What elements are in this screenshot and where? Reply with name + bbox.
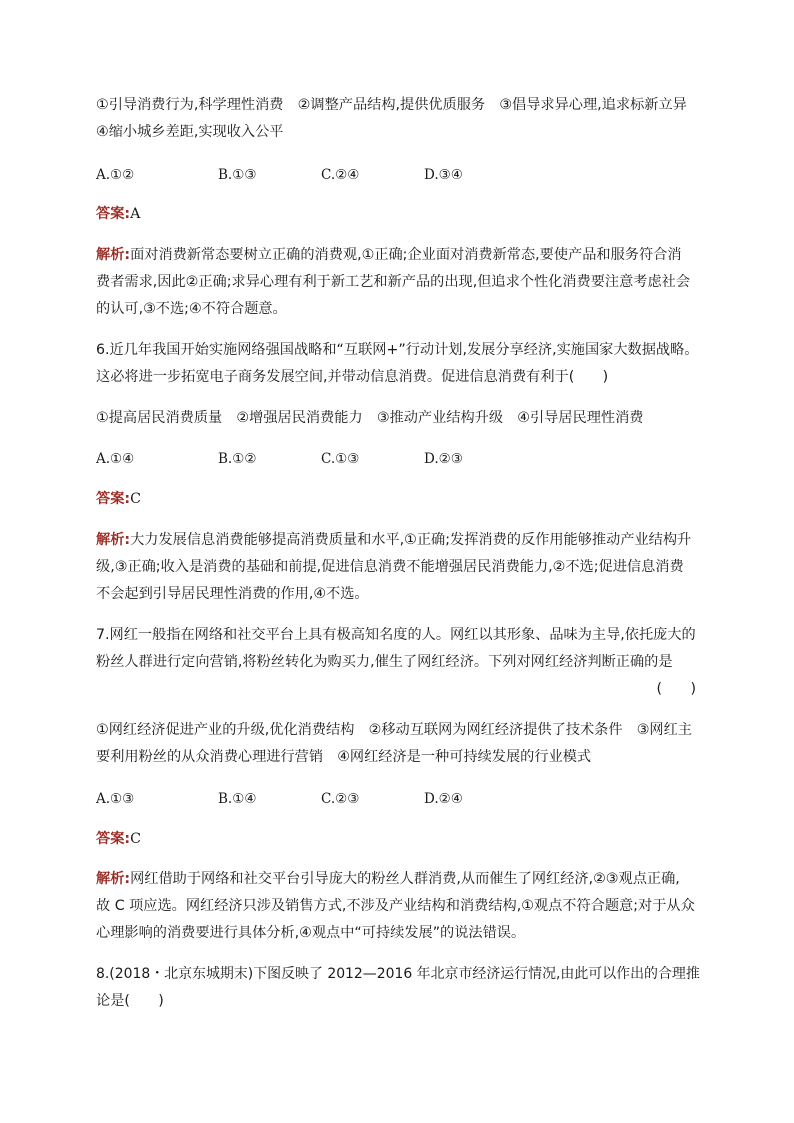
q5-statements-line-1: ①引导消费行为,科学理性消费 ②调整产品结构,提供优质服务 ③倡导求异心理,追求标新立异	[96, 97, 687, 113]
q7-option-d: D.②④	[424, 791, 463, 807]
q6-answer-value: C	[130, 491, 141, 507]
q6-analysis-line-3: 不会起到引导居民理性消费的作用,④不选。	[96, 586, 369, 602]
q5-statements-line-2: ④缩小城乡差距,实现收入公平	[96, 124, 284, 140]
q7-option-a: A.①③	[96, 791, 135, 807]
q7-stem-line-1: 7.网红一般指在网络和社交平台上具有极高知名度的人。网红以其形象、品味为主导,依托庞大的	[96, 627, 696, 643]
q5-option-b: B.①③	[218, 167, 257, 183]
q7-statements-line-2: 要利用粉丝的从众消费心理进行营销 ④网红经济是一种可持续发展的行业模式	[96, 749, 592, 765]
q7-statements-line-1: ①网红经济促进产业的升级,优化消费结构 ②移动互联网为网红经济提供了技术条件 ③网红主	[96, 722, 692, 738]
q5-analysis-line-3: 的认可,③不选;④不符合题意。	[96, 301, 287, 317]
q7-answer-label: 答案:	[96, 831, 131, 847]
q5-analysis-text-1: 面对消费新常态要树立正确的消费观,①正确;企业面对消费新常态,要使产品和服务符合消	[130, 247, 682, 263]
q7-option-b: B.①④	[218, 791, 257, 807]
q6-answer	[96, 489, 141, 509]
q6-analysis-line-1	[96, 530, 691, 550]
q6-stem-line-1: 6.近几年我国开始实施网络强国战略和“互联网+”行动计划,发展分享经济,实施国家大数据战略。	[96, 342, 699, 358]
q5-answer-value: A	[130, 206, 141, 222]
q8-stem-line-2: 论是( )	[96, 993, 164, 1009]
q5-option-a: A.①②	[96, 167, 135, 183]
q7-analysis-line-1	[96, 869, 680, 889]
q7-answer-value: C	[130, 831, 141, 847]
q6-analysis-text-1: 大力发展信息消费能够提高消费质量和水平,①正确;发挥消费的反作用能够推动产业结构升	[130, 532, 692, 548]
q7-analysis-line-3: 心理影响的消费要进行具体分析,④观点中“可持续发展”的说法错误。	[96, 925, 526, 941]
q6-option-c: C.①③	[321, 451, 360, 467]
q5-answer	[96, 204, 140, 224]
q7-analysis-label: 解析:	[96, 871, 131, 887]
q6-stem-line-2: 这必将进一步拓宽电子商务发展空间,并带动信息消费。促进信息消费有利于( )	[96, 369, 609, 385]
q6-analysis-label: 解析:	[96, 532, 131, 548]
q6-statements: ①提高居民消费质量 ②增强居民消费能力 ③推动产业结构升级 ④引导居民理性消费	[96, 410, 644, 426]
q6-option-d: D.②③	[424, 451, 463, 467]
q5-answer-label: 答案:	[96, 206, 131, 222]
q7-answer-bracket: ( )	[656, 681, 696, 697]
q5-analysis-line-1	[96, 245, 682, 265]
q6-answer-label: 答案:	[96, 491, 131, 507]
q7-stem-line-2: 粉丝人群进行定向营销,将粉丝转化为购买力,催生了网红经济。下列对网红经济判断正确的是	[96, 654, 673, 670]
q5-analysis-label: 解析:	[96, 247, 131, 263]
q6-option-b: B.①②	[218, 451, 257, 467]
q7-analysis-text-1: 网红借助于网络和社交平台引导庞大的粉丝人群消费,从而催生了网红经济,②③观点正确,	[130, 871, 680, 887]
q5-option-d: D.③④	[424, 167, 463, 183]
q6-option-a: A.①④	[96, 451, 135, 467]
q7-analysis-line-2: 故 C 项应选。网红经济只涉及销售方式,不涉及产业结构和消费结构,①观点不符合题意;对于从众	[96, 898, 695, 914]
q7-option-c: C.②③	[321, 791, 360, 807]
q6-analysis-line-2: 级,③正确;收入是消费的基础和前提,促进信息消费不能增强居民消费能力,②不选;促进信息消费	[96, 559, 684, 575]
q8-stem-line-1: 8.(2018・北京东城期末)下图反映了 2012—2016 年北京市经济运行情况,由此可以作出的合理推	[96, 966, 700, 982]
q7-answer	[96, 829, 141, 849]
q5-analysis-line-2: 费者需求,因此②正确;求异心理有利于新工艺和新产品的出现,但追求个性化消费要注意考虑社会	[96, 274, 691, 290]
q5-option-c: C.②④	[321, 167, 360, 183]
